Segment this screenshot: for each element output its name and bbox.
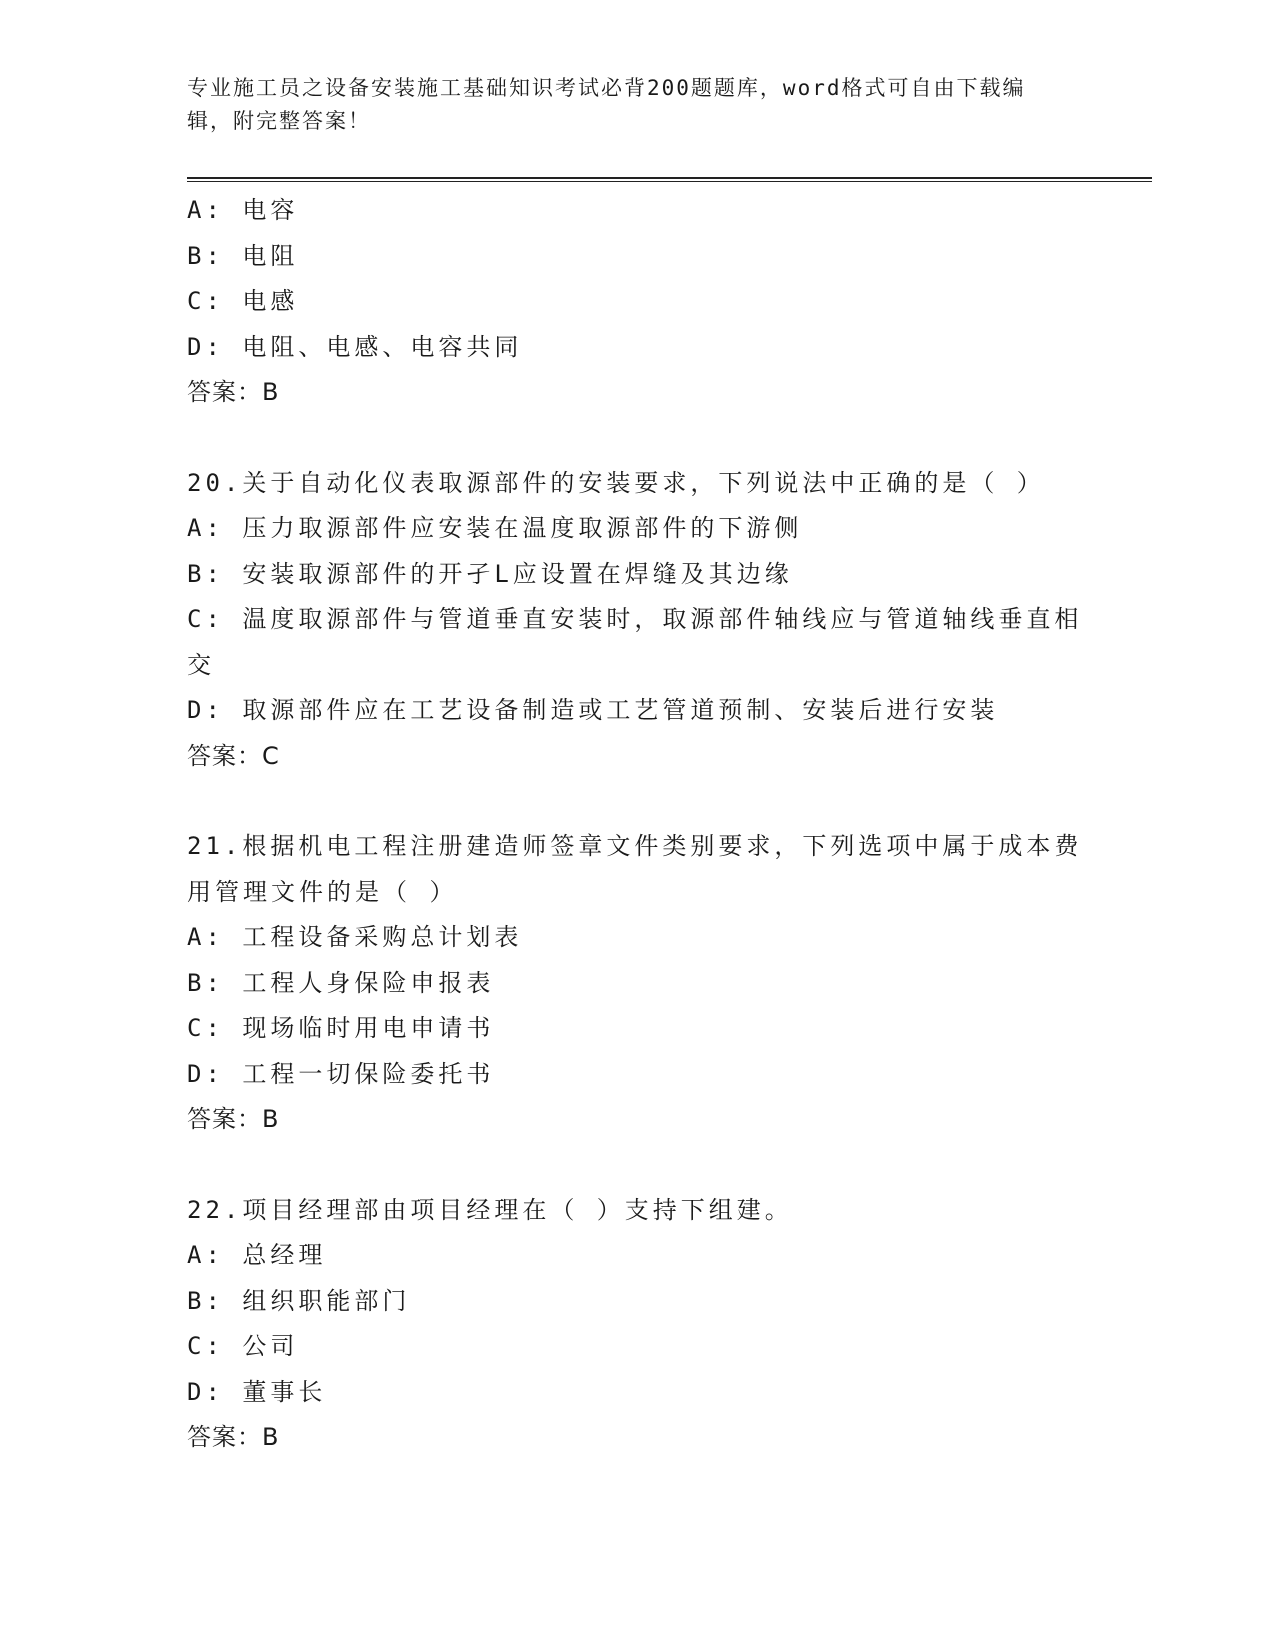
answer-line: 答案：C bbox=[187, 741, 280, 770]
answer-line: 答案：B bbox=[187, 1105, 280, 1133]
option-c: C: 温度取源部件与管道垂直安装时，取源部件轴线应与管道轴线垂直相交 bbox=[187, 605, 1083, 679]
option-a: A: 电容 bbox=[187, 196, 299, 224]
answer-line: 答案：B bbox=[187, 1423, 280, 1451]
question-block bbox=[187, 1188, 1087, 1461]
option-d: D: 工程一切保险委托书 bbox=[187, 1059, 495, 1088]
page-title: 专业施工员之设备安装施工基础知识考试必背200题题库，word格式可自由下载编辑，附完整答案！ bbox=[187, 76, 1026, 133]
question-text: 22.项目经理部由项目经理在（ ）支持下组建。 bbox=[187, 1195, 793, 1224]
option-b: B: 安装取源部件的开孑L应设置在焊缝及其边缘 bbox=[187, 559, 793, 588]
header-divider bbox=[187, 177, 1152, 182]
question-list bbox=[187, 188, 1087, 1461]
option-a: A: 工程设备采购总计划表 bbox=[187, 923, 523, 951]
option-d: D: 取源部件应在工艺设备制造或工艺管道预制、安装后进行安装 bbox=[187, 696, 999, 724]
question-block bbox=[187, 461, 1087, 780]
option-c: C: 现场临时用电申请书 bbox=[187, 1014, 495, 1042]
option-c: C: 电感 bbox=[187, 287, 299, 315]
question-block bbox=[187, 188, 1087, 416]
option-a: A: 总经理 bbox=[187, 1241, 327, 1269]
option-c: C: 公司 bbox=[187, 1332, 299, 1360]
question-text: 20.关于自动化仪表取源部件的安装要求，下列说法中正确的是（ ） bbox=[187, 468, 1045, 497]
option-b: B: 组织职能部门 bbox=[187, 1286, 411, 1315]
answer-line: 答案：B bbox=[187, 378, 280, 406]
option-d: D: 董事长 bbox=[187, 1377, 327, 1406]
option-b: B: 电阻 bbox=[187, 241, 299, 270]
question-block bbox=[187, 824, 1087, 1143]
option-b: B: 工程人身保险申报表 bbox=[187, 968, 495, 997]
question-text: 21.根据机电工程注册建造师签章文件类别要求，下列选项中属于成本费用管理文件的是（ ） bbox=[187, 832, 1083, 906]
option-a: A: 压力取源部件应安装在温度取源部件的下游侧 bbox=[187, 514, 803, 542]
option-d: D: 电阻、电感、电容共同 bbox=[187, 332, 523, 361]
